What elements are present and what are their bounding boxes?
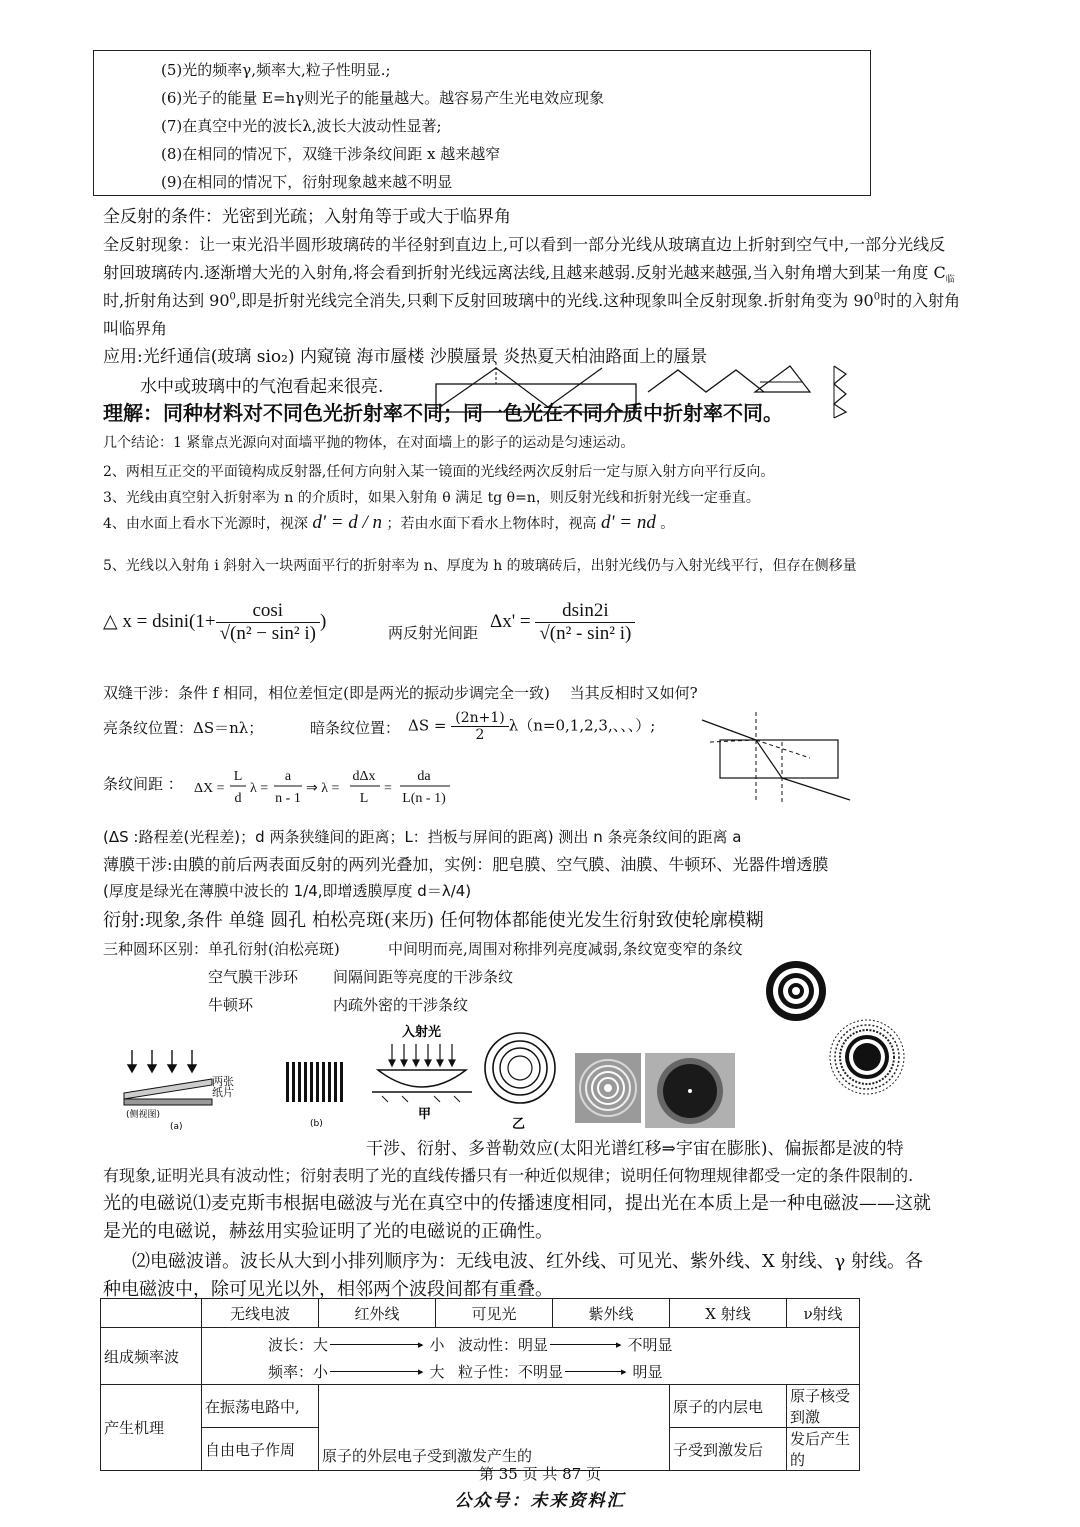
conclusion: 2、两相互正交的平面镜构成反射器,任何方向射入某一镜面的光线经两次反射后一定与原入射方向平行反向。 — [103, 464, 775, 480]
particle-trend: 粒子性：不明显 ▸ 明显 — [458, 1363, 663, 1381]
total-reflection-condition: 全反射的条件：光密到光疏；入射角等于或大于临界角 — [103, 207, 511, 227]
svg-text:d: d — [234, 791, 242, 806]
poisson-photo — [645, 1053, 735, 1128]
svg-text:a: a — [284, 769, 292, 784]
page-number: 第 35 页 共 87 页 — [478, 1465, 601, 1483]
figure-b-caption: (b) — [310, 1119, 323, 1129]
airfilm-rings-figure — [765, 960, 827, 1022]
inner-electron-cell: 子受到激发后 — [670, 1428, 787, 1471]
conclusion: 5、光线以入射角 i 斜射入一块两面平行的折射率为 n、厚度为 h 的玻璃砖后，出射光线仍与入射光线平行，但存在侧移量 — [103, 558, 857, 574]
em-theory: 是光的电磁说，赫兹用实验证明了光的电磁说的正确性。 — [103, 1221, 553, 1242]
svg-text:n - 1: n - 1 — [275, 791, 301, 806]
wave-nature-text: 有现象,证明光具有波动性；衍射表明了光的直线传播只有一种近似规律；说明任何物理规律都受一定的条件限制的. — [103, 1166, 914, 1185]
dark-fringe-label: 暗条纹位置： — [310, 719, 401, 737]
table-header: 紫外线 — [553, 1299, 670, 1328]
bright-fringe: 亮条纹位置：ΔS＝nλ； — [103, 719, 264, 737]
account-watermark: 公众号：未来资料汇 — [454, 1491, 626, 1511]
inner-electron-cell: 原子的内层电 — [670, 1385, 787, 1428]
jia-label: 甲 — [418, 1107, 432, 1122]
incident-light-label: 入射光 — [402, 1025, 442, 1040]
rings-desc: 中间明而亮,周围对称排列亮度减弱,条纹宽变窄的条纹 — [388, 940, 743, 958]
svg-text:L: L — [233, 769, 243, 784]
fringes-figure — [282, 1058, 352, 1130]
total-reflection-text: 叫临界角 — [103, 319, 168, 338]
wave-nature-trend: 波动性：明显 ▸ 不明显 — [458, 1336, 673, 1354]
nucleus-cell: 原子核受到激 — [787, 1385, 860, 1428]
diffraction-photo-rings — [575, 1053, 641, 1123]
side-view-caption: (侧视图) — [126, 1110, 161, 1120]
newton-rings-figure — [482, 1030, 562, 1132]
fringe-spacing-label: 条纹间距 ： — [103, 775, 183, 793]
thin-film: 薄膜干涉:由膜的前后两表面反射的两列光叠加，实例：肥皂膜、空气膜、油膜、牛顿环、光器件增透膜 — [103, 855, 829, 874]
table-header: 可见光 — [436, 1299, 553, 1328]
rings-label: 牛顿环 — [208, 996, 254, 1014]
svg-text:da: da — [417, 769, 431, 784]
figure-a-caption: (a) — [170, 1122, 183, 1130]
em-theory: 光的电磁说⑴麦克斯韦根据电磁波与光在真空中的传播速度相同，提出光在本质上是一种电磁波——这就 — [103, 1193, 931, 1214]
newton-lens-figure — [372, 1022, 472, 1134]
rings-desc: 内疏外密的干涉条纹 — [333, 996, 469, 1014]
svg-text:⇒ λ =: ⇒ λ = — [306, 781, 340, 796]
frequency-trend: 频率：小 ▸ 大 — [268, 1363, 445, 1381]
lateral-shift-diagram — [700, 712, 860, 802]
yi-label: 乙 — [512, 1117, 526, 1132]
svg-text:λ =: λ = — [250, 781, 269, 796]
wavelength-trend: 波长：大 ▸ 小 — [268, 1336, 445, 1354]
total-reflection-text: 时,折射角达到 $90^0$,即是折射光线完全消失,只剩下反射回玻璃中的光线.这种现象叫全反射现象.折射角变为 $90^0$时的入射角 — [103, 291, 961, 310]
box-item: (5)光的频率γ,频率大,粒子性明显.; — [161, 61, 391, 79]
wave-nature-text: 干涉、衍射、多普勒效应(太阳光谱红移⇒宇宙在膨胀)、偏振都是波的特 — [366, 1139, 904, 1159]
em-spectrum-table — [100, 1298, 860, 1471]
svg-text:=: = — [384, 781, 392, 796]
frequency-trend-cell — [202, 1328, 860, 1385]
bubble-text: 水中或玻璃中的气泡看起来很亮. — [140, 377, 384, 397]
property-box — [93, 50, 871, 196]
apparent-depth-formula: d' = d / n — [312, 512, 383, 533]
rings-label: 空气膜干涉环 — [208, 968, 299, 986]
film-thickness: (厚度是绿光在薄膜中波长的 1/4,即增透膜厚度 d＝λ/4) — [103, 882, 472, 900]
reflection-spacing-label: 两反射光间距 — [388, 624, 479, 642]
apparent-height-formula: d' = nd — [600, 512, 656, 533]
outer-electron-cell: 原子的外层电子受到激发产生的 — [319, 1385, 670, 1471]
table-header: 红外线 — [319, 1299, 436, 1328]
conclusion: 4、由水面上看水下光源时，视深 d' = d / n ；若由水面下看水上物体时，视高 d' = nd 。 — [103, 512, 675, 533]
svg-text:dΔx: dΔx — [352, 769, 376, 784]
conclusion: 3、光线由真空射入折射率为 n 的介质时，如果入射角 θ 满足 tg θ=n，则反射光线和折射光线一定垂直。 — [103, 490, 760, 506]
box-item: (6)光子的能量 E=hγ则光子的能量越大。越容易产生光电效应现象 — [161, 89, 605, 107]
total-reflection-text: 射回玻璃砖内.逐渐增大光的入射角,将会看到折射光线远离法线,且越来越弱.反射光越来越强,当入射角增大到某一角度 $C_临$ — [103, 263, 955, 286]
conclusion: 几个结论：1 紧靠点光源向对面墙平抛的物体，在对面墙上的影子的运动是匀速运动。 — [103, 435, 635, 451]
double-slit-condition: 双缝干涉：条件 f 相同，相位差恒定(即是两光的振动步调完全一致) 当其反相时又如何? — [103, 684, 698, 702]
svg-text:ΔX =: ΔX = — [194, 781, 225, 796]
svg-text:L: L — [359, 791, 369, 806]
lateral-shift-formula: △ x = dsini(1+ $\frac{\cos i}{\text{√(n² − sin² i)}}$ ) — [103, 600, 327, 644]
rings-desc: 间隔间距等亮度的干涉条纹 — [333, 968, 514, 986]
table-header: 无线电波 — [202, 1299, 319, 1328]
total-reflection-text: 全反射现象：让一束光沿半圆形玻璃砖的半径射到直边上,可以看到一部分光线从玻璃直边上折射到空气中,一部分光线反 — [103, 235, 946, 254]
reflection-spacing-formula: Δx' = $\frac{dsin2i}{\text{√(n² - sin² i)}}$ — [490, 600, 635, 645]
box-item: (8)在相同的情况下，双缝干涉条纹间距 x 越来越窄 — [161, 145, 501, 163]
understanding: 理解：同种材料对不同色光折射率不同；同一色光在不同介质中折射率不同。 — [103, 401, 783, 425]
em-spectrum: 种电磁波中，除可见光以外，相邻两个波段间都有重叠。 — [103, 1279, 553, 1300]
paper-label: 两张纸片 — [212, 1075, 234, 1099]
oscillation-cell: 自由电子作周 — [202, 1428, 319, 1471]
table-header: X 射线 — [670, 1299, 787, 1328]
applications: 应用:光纤通信(玻璃 sio₂) 内窥镜 海市蜃楼 沙膜蜃景 炎热夏天柏油路面上的蜃景 — [103, 347, 708, 367]
box-item: (9)在相同的情况下，衍射现象越来越不明显 — [161, 173, 453, 191]
box-item: (7)在真空中光的波长λ,波长大波动性显著; — [161, 117, 442, 135]
table-row-label: 组成频率波 — [101, 1328, 202, 1385]
dark-fringe-formula: ΔS = $\frac{(2n+1)}{2}$ λ（n=0,1,2,3,、、、）; — [408, 710, 656, 743]
poisson-spot-figure — [828, 1018, 906, 1096]
nucleus-cell: 发后产生的 — [787, 1428, 860, 1471]
rings-label: 三种圆环区别：单孔衍射(泊松亮斑) — [103, 940, 340, 958]
oscillation-cell: 在振荡电路中, — [202, 1385, 319, 1428]
em-spectrum: ⑵电磁波谱。波长从大到小排列顺序为：无线电波、红外线、可见光、紫外线、X 射线、γ 射线。各 — [132, 1251, 924, 1272]
diffraction: 衍射:现象,条件 单缝 圆孔 柏松亮斑(来历) 任何物体都能使光发生衍射致使轮廓模糊 — [103, 910, 764, 931]
table-header: ν射线 — [787, 1299, 860, 1328]
interference-notes: (ΔS :路程差(光程差)；d 两条狭缝间的距离；L：挡板与屏间的距离) 测出 n 条亮条纹间的距离 a — [103, 828, 742, 846]
fringe-spacing-formula — [192, 762, 462, 810]
svg-text:L(n - 1): L(n - 1) — [402, 791, 446, 806]
table-row-label: 产生机理 — [101, 1385, 202, 1471]
